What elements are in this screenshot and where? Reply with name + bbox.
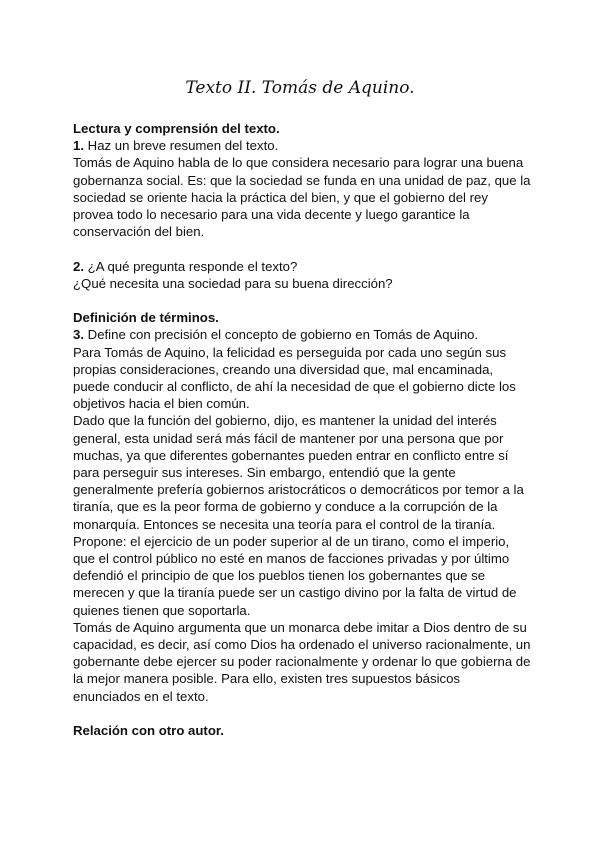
answer-line: generalmente prefería gobiernos aristocráticos o democráticos por temor a la: [73, 482, 524, 498]
answer-line: quienes tienen que soportarla.: [73, 602, 251, 618]
question-text: Haz un breve resumen del texto.: [84, 138, 279, 154]
answer-line: gobernanza social. Es: que la sociedad se funda en una unidad de paz, que la: [73, 172, 531, 188]
question-number: 3.: [73, 327, 84, 343]
answer-line: Para Tomás de Aquino, la felicidad es perseguida por cada uno según sus: [73, 344, 507, 360]
spacer: [73, 292, 538, 309]
document-body: [73, 120, 538, 739]
section-heading-lectura: Lectura y comprensión del texto.: [73, 121, 280, 136]
answer-line: que el control público no esté en manos de facciones privadas y por último: [73, 551, 510, 567]
spacer: [73, 240, 538, 257]
spacer: [73, 705, 538, 722]
answer-line: defendió el principio de que los pueblos tienen los gobernantes que se: [73, 568, 486, 584]
answer-line: Tomás de Aquino argumenta que un monarca debe imitar a Dios dentro de su: [73, 619, 527, 635]
question-number: 1.: [73, 138, 84, 154]
question-text: ¿A qué pregunta responde el texto?: [84, 258, 298, 274]
answer-line: monarquía. Entonces se necesita una teoría para el control de la tiranía.: [73, 516, 496, 532]
question-1: [73, 137, 538, 154]
answer-line: la mejor manera posible. Para ello, existen tres supuestos básicos: [73, 671, 461, 687]
answer-line: objetivos hacia el bien común.: [73, 396, 250, 412]
answer-line: muchas, ya que diferentes gobernantes pueden entrar en conflicto entre sí: [73, 447, 509, 463]
answer-line: puede conducir al conflicto, de ahí la necesidad de que el gobierno dicte los: [73, 379, 516, 395]
answer-line: tiranía, que es la peor forma de gobierno y conduce a la corrupción de la: [73, 499, 498, 515]
answer-line: Propone: el ejercicio de un poder superior al de un tirano, como el imperio,: [73, 533, 510, 549]
answer-line: capacidad, es decir, así como Dios ha ordenado el universo racionalmente, un: [73, 637, 531, 653]
answer-line: Dado que la función del gobierno, dijo, es mantener la unidad del interés: [73, 413, 497, 429]
answer-line: general, esta unidad será más fácil de mantener por una persona que por: [73, 430, 504, 446]
answer-line: enunciados en el texto.: [73, 688, 209, 704]
answer-line: Tomás de Aquino habla de lo que considera necesario para lograr una buena: [73, 155, 524, 171]
section-heading-relacion: Relación con otro autor.: [73, 723, 224, 739]
answer-line: ¿Qué necesita una sociedad para su buena dirección?: [73, 275, 393, 291]
answer-line: conservación del bien.: [73, 224, 205, 240]
question-2: [73, 258, 538, 275]
answer-line: merecen y que la tiranía puede ser un castigo divino por la falta de virtud de: [73, 585, 517, 601]
answer-line: para perseguir sus intereses. Sin embargo, entendió que la gente: [73, 465, 456, 481]
section-heading-definicion: Definición de términos.: [73, 310, 219, 326]
answer-line: provea todo lo necesario para una vida decente y luego garantice la: [73, 207, 470, 223]
question-text: Define con precisión el concepto de gobierno en Tomás de Aquino.: [84, 327, 479, 343]
document-title: Texto II. Tomás de Aquino.: [185, 78, 415, 98]
answer-line: gobernante debe ejercer su poder racionalmente y ordenar lo que gobierna de: [73, 654, 531, 670]
answer-line: sociedad se oriente hacia la práctica del bien, y que el gobierno del rey: [73, 189, 488, 205]
question-number: 2.: [73, 258, 84, 274]
answer-line: propias consideraciones, creando una diversidad que, mal encaminada,: [73, 361, 494, 377]
question-3: [73, 326, 538, 343]
